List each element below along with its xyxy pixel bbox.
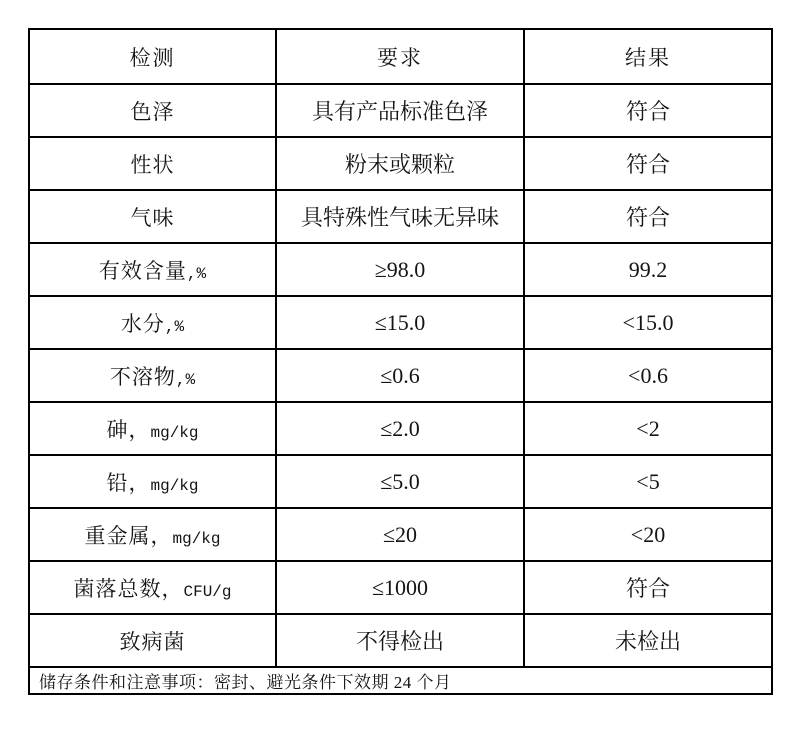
unit-text: CFU/g xyxy=(183,582,232,601)
param-cell: 铅，mg/kg xyxy=(29,455,276,508)
param-cell: 水分,% xyxy=(29,296,276,349)
table-row xyxy=(29,349,772,402)
param-cell: 有效含量,% xyxy=(29,243,276,296)
table-row xyxy=(29,402,772,455)
header-cell-test: 检测 xyxy=(29,29,276,84)
header-cell-result: 结果 xyxy=(524,29,772,84)
param-cell: 菌落总数，CFU/g xyxy=(29,561,276,614)
requirement-cell: ≥98.0 xyxy=(276,243,524,296)
param-cell: 色泽 xyxy=(29,84,276,137)
param-cell: 性状 xyxy=(29,137,276,190)
table-row xyxy=(29,296,772,349)
table-row xyxy=(29,508,772,561)
param-cell: 致病菌 xyxy=(29,614,276,667)
table-header xyxy=(29,29,772,84)
result-cell: <15.0 xyxy=(524,296,772,349)
table-row xyxy=(29,243,772,296)
requirement-cell: ≤20 xyxy=(276,508,524,561)
table-row xyxy=(29,137,772,190)
requirement-cell: ≤15.0 xyxy=(276,296,524,349)
result-cell: 未检出 xyxy=(524,614,772,667)
result-cell: 符合 xyxy=(524,137,772,190)
header-cell-requirement: 要求 xyxy=(276,29,524,84)
table-row xyxy=(29,455,772,508)
requirement-cell: ≤0.6 xyxy=(276,349,524,402)
table-body xyxy=(29,84,772,667)
param-cell: 砷，mg/kg xyxy=(29,402,276,455)
result-cell: 符合 xyxy=(524,190,772,243)
result-cell: <20 xyxy=(524,508,772,561)
requirement-cell: ≤5.0 xyxy=(276,455,524,508)
unit-text: mg/kg xyxy=(172,529,221,548)
result-cell: <5 xyxy=(524,455,772,508)
requirement-cell: 粉末或颗粒 xyxy=(276,137,524,190)
result-cell: 99.2 xyxy=(524,243,772,296)
unit-text: mg/kg xyxy=(150,476,199,495)
table-row xyxy=(29,561,772,614)
table-footer xyxy=(29,667,772,694)
result-cell: 符合 xyxy=(524,84,772,137)
unit-text: ,% xyxy=(175,370,196,389)
requirement-cell: ≤2.0 xyxy=(276,402,524,455)
footer-row xyxy=(29,667,772,694)
unit-text: ,% xyxy=(164,317,185,336)
unit-text: mg/kg xyxy=(150,423,199,442)
requirement-cell: 具有产品标准色泽 xyxy=(276,84,524,137)
table-row xyxy=(29,84,772,137)
param-cell: 重金属，mg/kg xyxy=(29,508,276,561)
result-cell: 符合 xyxy=(524,561,772,614)
requirement-cell: ≤1000 xyxy=(276,561,524,614)
inspection-table xyxy=(28,28,773,695)
result-cell: <0.6 xyxy=(524,349,772,402)
param-cell: 不溶物,% xyxy=(29,349,276,402)
table-header-row xyxy=(29,29,772,84)
param-cell: 气味 xyxy=(29,190,276,243)
unit-text: ,% xyxy=(186,264,207,283)
requirement-cell: 具特殊性气味无异味 xyxy=(276,190,524,243)
result-cell: <2 xyxy=(524,402,772,455)
requirement-cell: 不得检出 xyxy=(276,614,524,667)
footer-note: 储存条件和注意事项：密封、避光条件下效期 24 个月 xyxy=(29,667,772,694)
table-row xyxy=(29,190,772,243)
table-row xyxy=(29,614,772,667)
